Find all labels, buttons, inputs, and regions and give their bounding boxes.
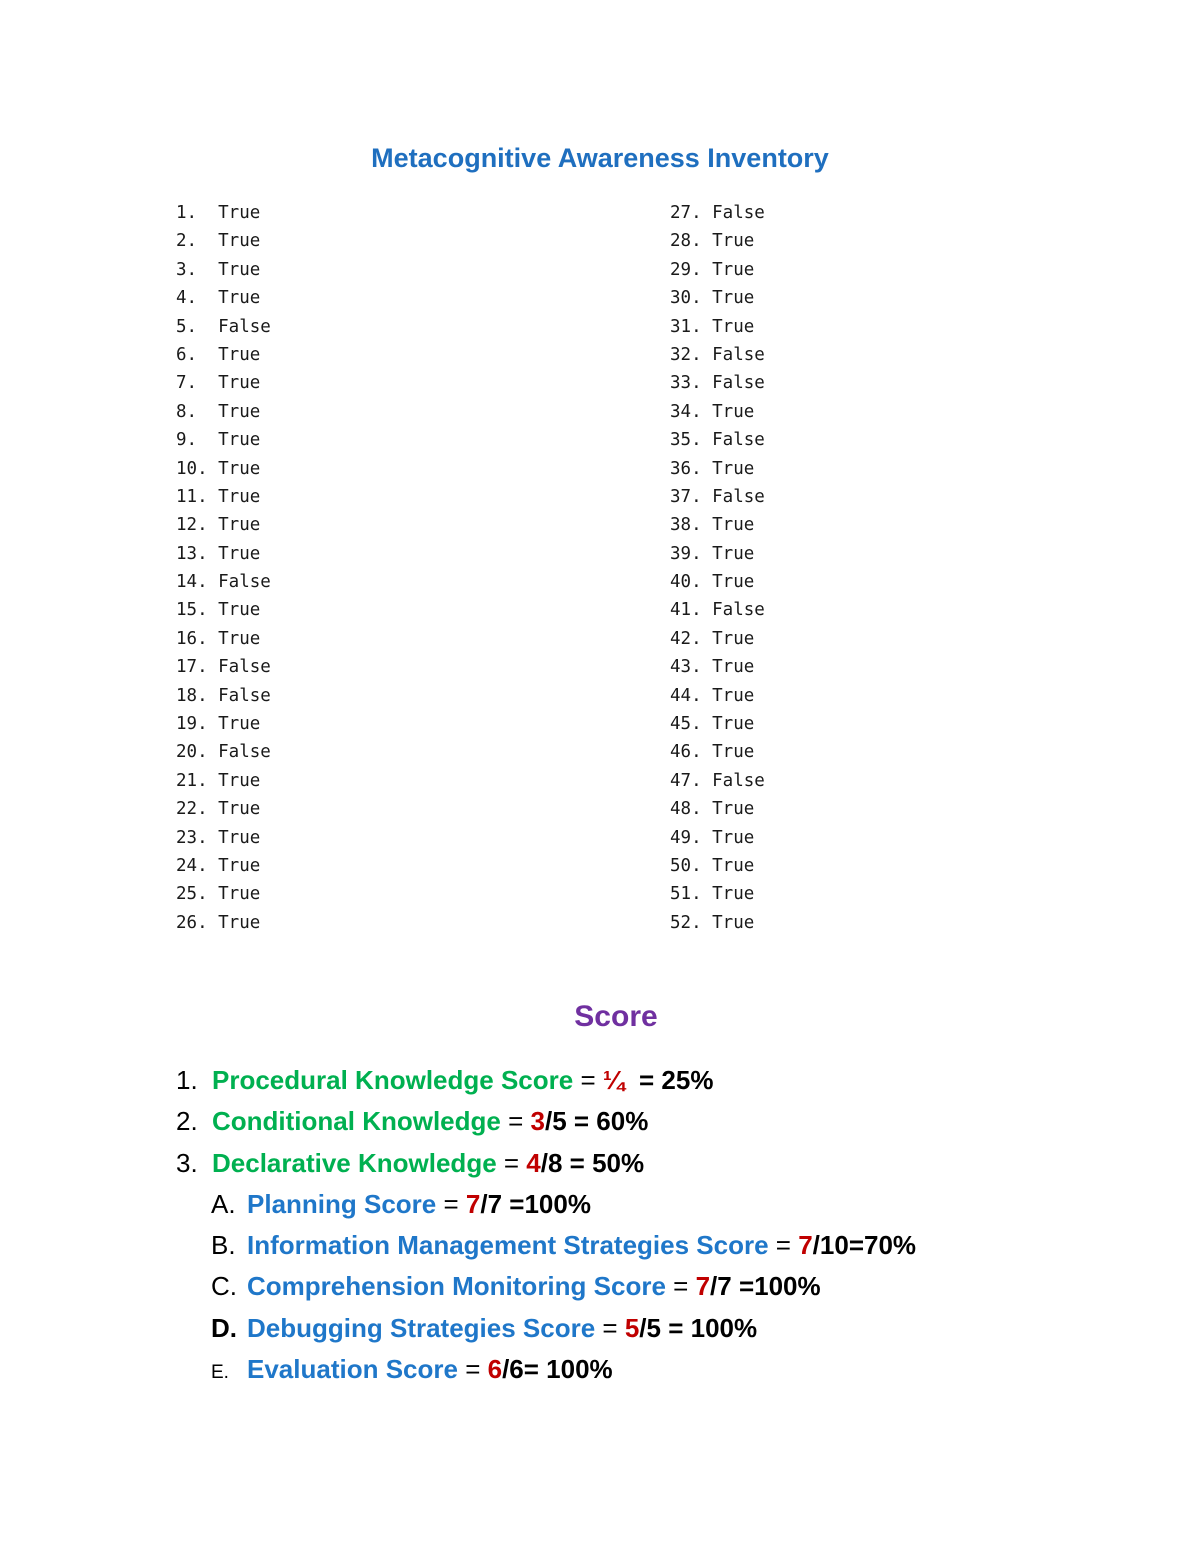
equals-sign: = [573, 1065, 603, 1095]
score-numerator: 7 [465, 1188, 481, 1219]
score-item-evaluation [176, 1349, 916, 1390]
score-result: /5 = 100% [639, 1312, 758, 1343]
answer-item: 51. True [670, 884, 755, 905]
answer-item: 23. True [176, 827, 261, 848]
list-marker: D. [211, 1312, 237, 1343]
answer-item: 47. False [670, 770, 765, 791]
score-list [176, 1060, 916, 1390]
equals-sign: = [665, 1271, 696, 1302]
answer-item: 16. True [176, 628, 261, 649]
answer-item: 33. False [670, 373, 765, 394]
answer-item: 4. True [176, 288, 261, 309]
list-marker: E. [211, 1362, 229, 1384]
answer-item: 27. False [670, 203, 765, 223]
answer-list-right [670, 199, 765, 937]
score-item-procedural [176, 1060, 916, 1101]
score-result: /7 =100% [480, 1188, 591, 1219]
score-numerator: 7 [798, 1230, 813, 1261]
equals-sign: = [436, 1188, 466, 1219]
list-marker: C. [211, 1271, 237, 1302]
equals-sign: = [457, 1354, 488, 1385]
answer-item: 50. True [670, 855, 755, 876]
answer-item: 52. True [670, 912, 755, 933]
answer-item: 49. True [670, 827, 755, 848]
answer-item: 48. True [670, 799, 755, 820]
answer-item: 28. True [670, 231, 755, 252]
answer-item: 15. True [176, 600, 261, 621]
score-result: /5 = 60% [544, 1106, 649, 1137]
document-title: Metacognitive Awareness Inventory [371, 143, 829, 173]
score-result: /7 =100% [710, 1271, 821, 1302]
score-label: Debugging Strategies Score [247, 1312, 596, 1343]
score-numerator: 3 [530, 1106, 545, 1137]
list-marker: 3. [176, 1147, 198, 1178]
list-marker: A. [211, 1188, 236, 1219]
score-label: Procedural Knowledge Score [212, 1065, 574, 1095]
answer-item: 22. True [176, 799, 261, 820]
answer-item: 44. True [670, 685, 755, 706]
answer-item: 6. True [176, 344, 261, 365]
answer-item: 13. True [176, 543, 261, 564]
answer-item: 8. True [176, 401, 261, 422]
score-result: /6= 100% [502, 1354, 613, 1385]
score-label: Evaluation Score [247, 1354, 458, 1385]
score-heading: Score [574, 1000, 658, 1033]
answer-item: 43. True [670, 657, 755, 678]
answer-item: 9. True [176, 430, 261, 451]
score-numerator: 6 [487, 1354, 503, 1385]
score-item-conditional [176, 1101, 916, 1142]
answer-item: 29. True [670, 259, 755, 280]
answer-item: 2. True [176, 231, 261, 252]
answer-item: 45. True [670, 714, 755, 735]
score-item-comprehension-monitoring [176, 1266, 916, 1307]
answer-item: 46. True [670, 742, 755, 763]
answer-item: 17. False [176, 657, 271, 678]
answer-item: 38. True [670, 515, 755, 536]
score-label: Planning Score [247, 1188, 437, 1219]
answer-item: 7. True [176, 373, 261, 394]
answer-item: 36. True [670, 458, 755, 479]
answer-item: 18. False [176, 685, 271, 706]
score-numerator: 5 [624, 1312, 640, 1343]
score-label: Declarative Knowledge [212, 1147, 497, 1178]
answer-list-left [176, 199, 271, 937]
answer-item: 32. False [670, 344, 765, 365]
score-result: /10=70% [812, 1230, 917, 1261]
answer-item: 39. True [670, 543, 755, 564]
answer-item: 34. True [670, 401, 755, 422]
answer-item: 11. True [176, 486, 261, 507]
answer-item: 21. True [176, 770, 261, 791]
answer-item: 30. True [670, 288, 755, 309]
score-label: Comprehension Monitoring Score [247, 1271, 666, 1302]
list-marker: B. [211, 1230, 236, 1261]
list-marker: 1. [176, 1065, 198, 1095]
answer-item: 14. False [176, 572, 271, 593]
equals-sign: = [768, 1230, 799, 1261]
answer-item: 41. False [670, 600, 765, 621]
answer-item: 20. False [176, 742, 271, 763]
list-marker: 2. [176, 1106, 198, 1137]
score-numerator: 4 [526, 1147, 541, 1178]
equals-sign: = [496, 1147, 527, 1178]
score-numerator: ¼ [602, 1065, 625, 1095]
answer-item: 42. True [670, 628, 755, 649]
answer-item: 1. True [176, 203, 261, 223]
answer-item: 26. True [176, 912, 261, 933]
answer-item: 24. True [176, 855, 261, 876]
answer-item: 10. True [176, 458, 261, 479]
score-item-planning [176, 1184, 916, 1225]
equals-sign: = [500, 1106, 531, 1137]
answer-item: 31. True [670, 316, 755, 337]
answer-item: 5. False [176, 316, 271, 337]
answer-item: 19. True [176, 714, 261, 735]
score-item-debugging [176, 1308, 916, 1349]
answer-item: 40. True [670, 572, 755, 593]
score-result: /8 = 50% [540, 1147, 645, 1178]
answer-item: 35. False [670, 430, 765, 451]
answer-item: 12. True [176, 515, 261, 536]
answer-item: 25. True [176, 884, 261, 905]
score-item-declarative [176, 1143, 916, 1184]
answer-item: 37. False [670, 486, 765, 507]
score-label: Information Management Strategies Score [247, 1230, 769, 1261]
score-numerator: 7 [695, 1271, 711, 1302]
answer-item: 3. True [176, 259, 261, 280]
score-label: Conditional Knowledge [212, 1106, 501, 1137]
score-result: = 25% [624, 1065, 714, 1095]
equals-sign: = [595, 1312, 625, 1343]
score-item-information-management [176, 1225, 916, 1266]
